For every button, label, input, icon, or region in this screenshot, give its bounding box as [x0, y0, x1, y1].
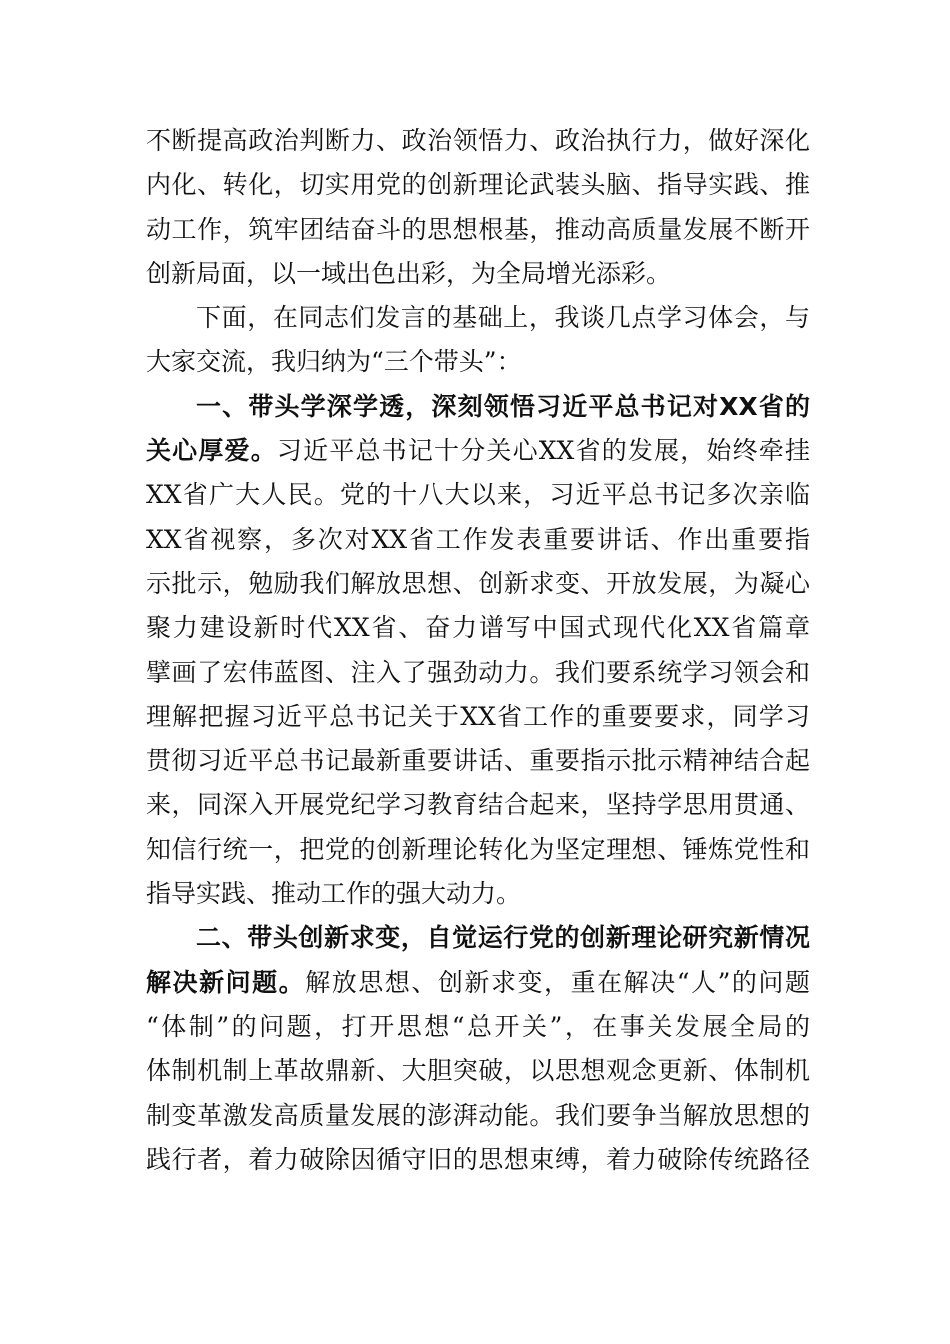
paragraph-line: 践行者，着力破除因循守旧的思想束缚，着力破除传统路径 [146, 1144, 810, 1174]
paragraph-line: 动工作，筑牢团结奋斗的思想根基，推动高质量发展不断开 [146, 214, 810, 244]
paragraph-line [146, 961, 810, 1005]
paragraph-line: 理解把握习近平总书记关于XX省工作的重要要求，同学习 [146, 701, 810, 731]
paragraph-line: 来，同深入开展党纪学习教育结合起来，坚持学思用贯通、 [146, 790, 810, 820]
section-heading-tail: 关心厚爱。 [146, 436, 277, 466]
paragraph-text: 习近平总书记十分关心XX省的发展，始终牵挂 [276, 436, 810, 466]
section-heading-tail: 解决新问题。 [146, 967, 306, 997]
paragraph-line: 制变革激发高质量发展的澎湃动能。我们要争当解放思想的 [146, 1100, 810, 1130]
paragraph-line: 聚力建设新时代XX省、奋力谱写中国式现代化XX省篇章 [146, 613, 810, 643]
paragraph-line: 知信行统一，把党的创新理论转化为坚定理想、锤炼党性和 [146, 834, 810, 864]
paragraph-line: “体制”的问题，打开思想“总开关”，在事关发展全局的 [146, 1011, 810, 1041]
paragraph-line: 指导实践、推动工作的强大动力。 [146, 879, 522, 909]
paragraph-line: 示批示，勉励我们解放思想、创新求变、开放发展，为凝心 [146, 568, 810, 598]
document-body [146, 119, 810, 1182]
paragraph-4 [146, 916, 810, 1182]
section-heading-line: 二、带头创新求变，自觉运行党的创新理论研究新情况 [196, 923, 810, 953]
paragraph-line: 体制机制上革故鼎新、大胆突破，以思想观念更新、体制机 [146, 1056, 810, 1086]
paragraph-line: 不断提高政治判断力、政治领悟力、政治执行力，做好深化 [146, 126, 810, 155]
paragraph-line [146, 429, 810, 473]
paragraph-line: 下面，在同志们发言的基础上，我谈几点学习体会，与 [196, 303, 810, 333]
section-heading-line: 一、带头学深学透，深刻领悟习近平总书记对XX省的 [196, 391, 810, 421]
paragraph-1 [146, 119, 810, 296]
paragraph-line: 擘画了宏伟蓝图、注入了强劲动力。我们要系统学习领会和 [146, 657, 810, 687]
paragraph-line: 内化、转化，切实用党的创新理论武装头脑、指导实践、推 [146, 170, 810, 200]
paragraph-text: 解放思想、创新求变，重在解决“人”的问题 [305, 967, 810, 997]
paragraph-2 [146, 296, 810, 385]
paragraph-line: 大家交流，我归纳为“三个带头”： [146, 347, 522, 377]
paragraph-line: XX省视察，多次对XX省工作发表重要讲话、作出重要指 [146, 524, 810, 554]
paragraph-line: XX省广大人民。党的十八大以来，习近平总书记多次亲临 [146, 480, 810, 510]
paragraph-3 [146, 385, 810, 917]
paragraph-line: 创新局面，以一域出色出彩，为全局增光添彩。 [146, 258, 672, 288]
paragraph-line: 贯彻习近平总书记最新重要讲话、重要指示批示精神结合起 [146, 746, 810, 776]
